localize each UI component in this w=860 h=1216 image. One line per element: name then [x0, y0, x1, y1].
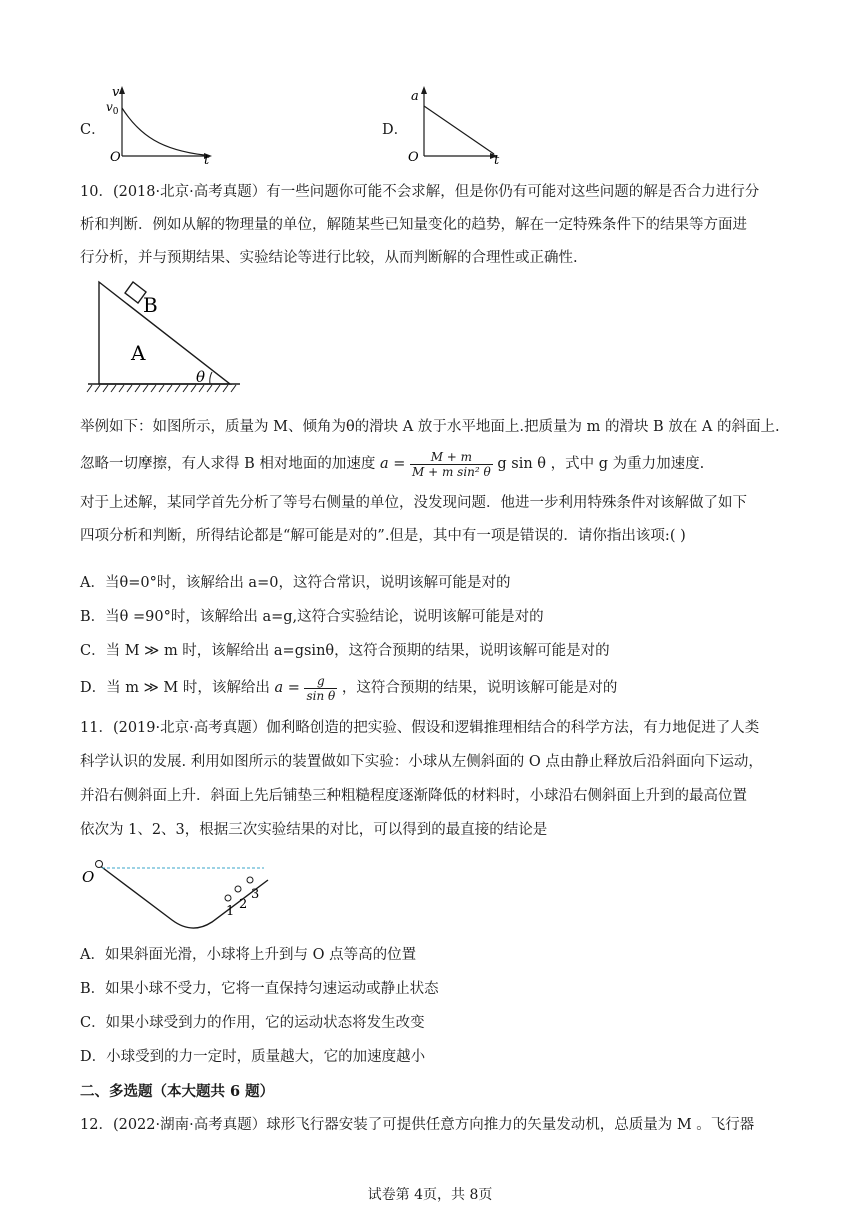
graph-c-origin: O — [110, 150, 121, 165]
q12-line-1: 12．(2022·湖南·高考真题）球形飞行器安装了可提供任意方向推力的矢量发动机，总质量为 M 。飞行器 — [80, 1117, 755, 1133]
graph-d-origin: O — [408, 150, 419, 165]
label-B: B — [143, 293, 158, 317]
q10-option-d — [80, 673, 617, 703]
q11-slope-figure — [80, 852, 280, 938]
formula-denominator: M + m sin² θ — [412, 464, 491, 479]
label-A: A — [131, 341, 146, 365]
ball-at-O — [96, 861, 103, 868]
option-d-a-eq: a = — [274, 680, 300, 696]
q11-option-d: D．小球受到的力一定时，质量越大，它的加速度越小 — [80, 1049, 426, 1065]
q10-example-4: 四项分析和判断，所得结论都是“解可能是对的”.但是，其中有一项是错误的．请你指出该项:( ) — [80, 528, 686, 544]
q10-example-2-pre: 忽略一切摩擦，有人求得 B 相对地面的加速度 — [80, 456, 376, 472]
q10-incline-figure — [84, 278, 244, 400]
q10-option-d-pre: D．当 m ≫ M 时，该解给出 — [80, 680, 270, 696]
option-c-label: C． — [80, 122, 106, 138]
q11-option-c: C．如果小球受到力的作用，它的运动状态将发生改变 — [80, 1015, 425, 1031]
page-footer: 试卷第 4页，共 8页 — [367, 1187, 493, 1203]
graph-d-a-label: a — [411, 89, 419, 104]
section-heading-multiple-choice: 二、多选题（本大题共 6 题） — [80, 1083, 275, 1100]
q11-line-4: 依次为 1、2、3，根据三次实验结果的对比，可以得到的最直接的结论是 — [80, 822, 548, 838]
q10-line-3: 行分析，并与预期结果、实验结论等进行比较，从而判断解的合理性或正确性. — [80, 250, 578, 266]
wedge-A — [99, 282, 230, 384]
q11-option-a: A．如果斜面光滑，小球将上升到与 O 点等高的位置 — [80, 947, 417, 963]
q10-line-1: 10．(2018·北京·高考真题）有一些问题你可能不会求解，但是你仍有可能对这些问题的解是否合力进行分 — [80, 184, 760, 200]
q10-example-2-post: g sin θ ，式中 g 为重力加速度. — [497, 456, 705, 472]
q11-line-2: 科学认识的发展. 利用如图所示的装置做如下实验：小球从左侧斜面的 O 点由静止释放后沿斜面向下运动， — [80, 754, 763, 770]
option-d-numerator: g — [304, 674, 337, 689]
label-3: 3 — [251, 887, 260, 902]
formula-a-eq: a = — [379, 456, 406, 472]
graph-d-t-label: t — [494, 153, 500, 166]
q10-option-a: A．当θ=0°时，该解给出 a=0，这符合常识，说明该解可能是对的 — [80, 575, 511, 591]
option-d-denominator: sin θ — [306, 688, 336, 703]
option-d-label: D． — [382, 122, 409, 138]
graph-d-acceleration-time — [402, 84, 512, 166]
ball-position-1 — [225, 895, 231, 901]
graph-c-t-label: t — [204, 153, 210, 166]
q10-example-1: 举例如下：如图所示，质量为 M、倾角为θ的滑块 A 放于水平地面上.把质量为 m 的滑块 B 放在 A 的斜面上. — [80, 419, 780, 435]
graph-c-v-label: v — [112, 85, 120, 100]
graph-d-y-arrow — [421, 86, 427, 94]
q10-example-3: 对于上述解，某同学首先分析了等号右侧量的单位，没发现问题．他进一步利用特殊条件对该解做了如下 — [80, 495, 747, 511]
formula-fraction — [410, 450, 493, 479]
q10-option-c: C．当 M ≫ m 时，该解给出 a=gsinθ，这符合预期的结果，说明该解可能是对的 — [80, 643, 610, 659]
graph-c-v0-label: $v_0$ — [106, 100, 119, 117]
ball-position-3 — [247, 877, 253, 883]
q11-option-b: B．如果小球不受力，它将一直保持匀速运动或静止状态 — [80, 981, 439, 997]
q11-line-3: 并沿右侧斜面上升．斜面上先后铺垫三种粗糙程度逐渐降低的材料时，小球沿右侧斜面上升到的最高位置 — [80, 788, 747, 804]
label-O: O — [82, 868, 95, 886]
graph-c-y-arrow — [119, 86, 125, 94]
q11-line-1: 11．(2019·北京·高考真题）伽利略创造的把实验、假设和逻辑推理相结合的科学方法，有力地促进了人类 — [80, 720, 760, 736]
label-1: 1 — [226, 904, 235, 919]
graph-c-decay-curve — [122, 108, 204, 155]
q10-line-2: 析和判断．例如从解的物理量的单位，解随某些已知量变化的趋势，解在一定特殊条件下的结果等方面进 — [80, 217, 747, 233]
q10-example-2 — [80, 449, 704, 479]
graph-c-velocity-time — [100, 84, 230, 166]
angle-arc — [210, 372, 212, 384]
ground-hatching — [87, 385, 236, 392]
label-2: 2 — [239, 897, 248, 912]
graph-d-line — [424, 106, 494, 154]
ball-position-2 — [235, 886, 241, 892]
formula-numerator: M + m — [410, 450, 493, 465]
label-theta: θ — [196, 368, 206, 386]
option-d-fraction — [304, 674, 337, 703]
q10-option-d-post: ，这符合预期的结果，说明该解可能是对的 — [341, 680, 618, 696]
q10-option-b: B．当θ =90°时，该解给出 a=g,这符合实验结论，说明该解可能是对的 — [80, 609, 544, 625]
